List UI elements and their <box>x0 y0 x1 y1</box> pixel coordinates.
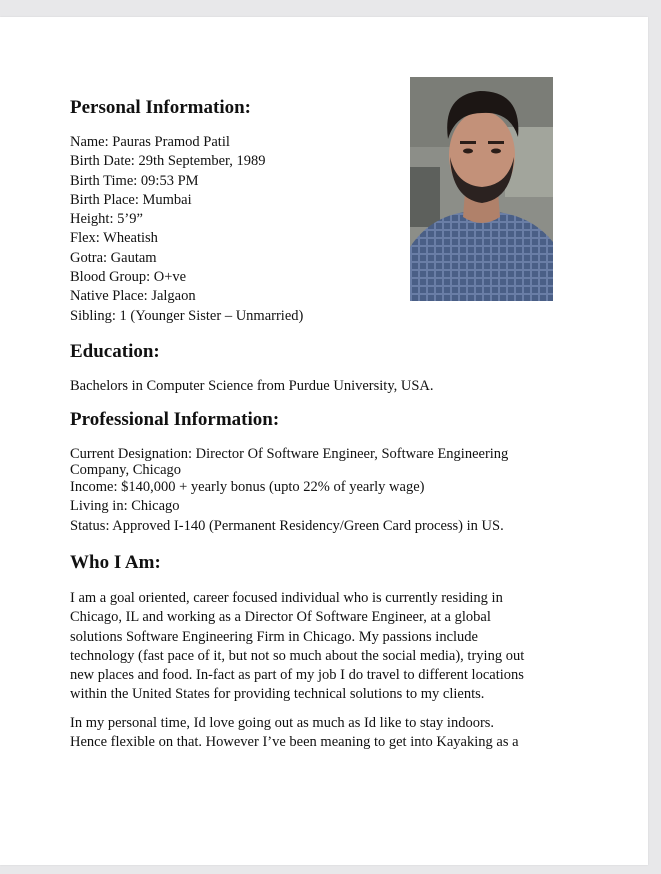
personal-info-section <box>70 97 303 326</box>
info-gotra: Gotra: Gautam <box>70 249 157 266</box>
personal-info-heading: Personal Information: <box>70 97 252 118</box>
designation-line-2: Company, Chicago <box>70 462 182 478</box>
income-line: Income: $140,000 + yearly bonus (upto 22% of yearly wage) <box>70 479 425 495</box>
info-native-place: Native Place: Jalgaon <box>70 288 196 305</box>
who-p1-line: I am a goal oriented, career focused individual who is currently residing in <box>70 590 503 606</box>
info-blood-group: Blood Group: O+ve <box>70 269 187 286</box>
who-paragraph-2 <box>70 714 524 753</box>
professional-section <box>70 409 508 536</box>
professional-heading: Professional Information: <box>70 409 280 430</box>
info-birth-time: Birth Time: 09:53 PM <box>70 172 199 189</box>
info-height: Height: 5’9” <box>70 211 143 228</box>
living-line: Living in: Chicago <box>70 498 180 515</box>
who-heading: Who I Am: <box>70 552 161 573</box>
education-text: Bachelors in Computer Science from Purdue University, USA. <box>70 378 434 394</box>
designation-line-1: Current Designation: Director Of Software Engineer, Software Engineering <box>70 446 509 462</box>
status-line: Status: Approved I-140 (Permanent Residency/Green Card process) in US. <box>70 517 504 534</box>
who-p2-line: In my personal time, Id love going out as much as Id like to stay indoors. <box>70 714 495 731</box>
who-paragraph-1 <box>70 589 524 705</box>
info-name: Name: Pauras Pramod Patil <box>70 134 230 150</box>
who-p1-line: solutions Software Engineering Firm in Chicago. My passions include <box>70 628 478 645</box>
education-heading: Education: <box>70 341 160 362</box>
profile-photo <box>410 77 553 301</box>
info-birth-date: Birth Date: 29th September, 1989 <box>70 153 266 170</box>
education-section <box>70 341 434 396</box>
who-p1-line: new places and food. In-fact as part of my job I do travel to different locations <box>70 667 524 684</box>
who-section <box>70 552 524 752</box>
who-p1-line: Chicago, IL and working as a Director Of Software Engineer, at a global <box>70 609 491 626</box>
who-p2-line: Hence flexible on that. However I’ve been meaning to get into Kayaking as a <box>70 734 519 751</box>
who-p1-line: technology (fast pace of it, but not so much about the social media), trying out <box>70 647 525 664</box>
info-sibling: Sibling: 1 (Younger Sister – Unmarried) <box>70 307 304 324</box>
info-flex: Flex: Wheatish <box>70 230 158 247</box>
info-birth-place: Birth Place: Mumbai <box>70 191 192 208</box>
who-p1-line: within the United States for providing technical solutions to my clients. <box>70 686 485 703</box>
